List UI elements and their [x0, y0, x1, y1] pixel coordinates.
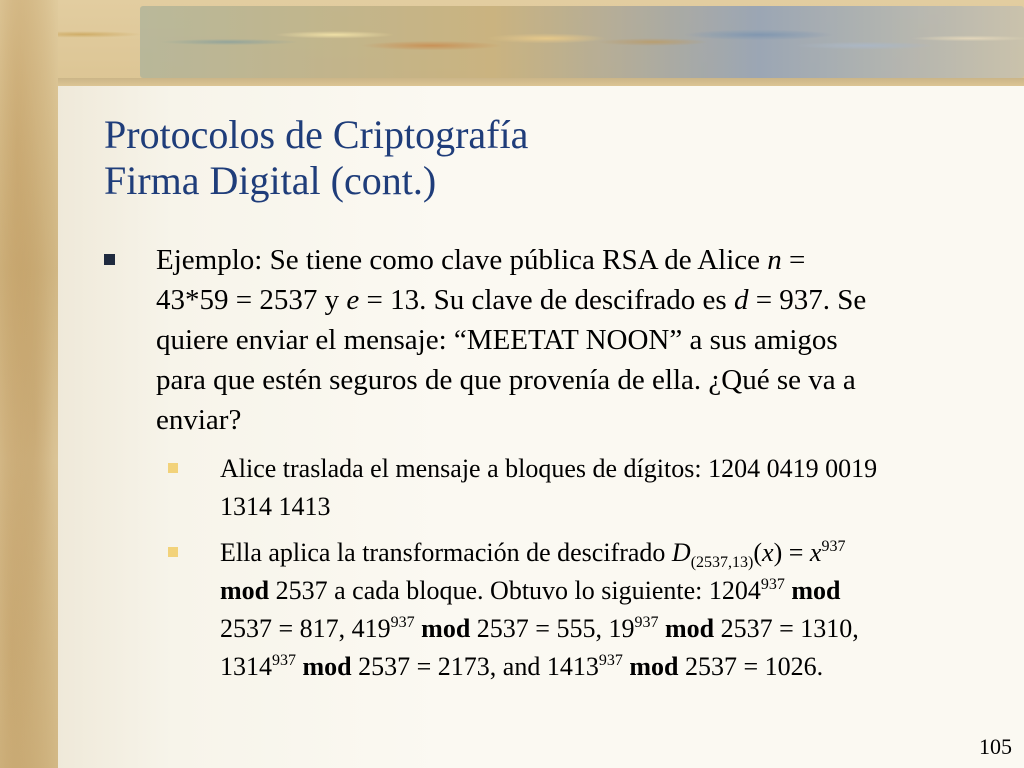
text-line	[156, 240, 986, 280]
square-sub-bullet-icon	[168, 463, 178, 473]
page-number: 105	[979, 734, 1012, 759]
mod-operator: mod	[629, 652, 679, 681]
text-line	[220, 648, 1020, 686]
variable-x: x	[762, 538, 774, 567]
sub-bullet-transform-text	[220, 534, 1020, 686]
square-bullet-icon	[104, 254, 115, 265]
title-line-2: Firma Digital (cont.)	[104, 158, 437, 203]
mod-operator: mod	[664, 614, 715, 643]
text-span: (	[753, 538, 763, 567]
text-line: para que estén seguros de que provenía de ella. ¿Qué se va a	[156, 364, 856, 396]
text-span: 43*59 = 2537 y	[156, 284, 347, 316]
text-line: 1314 1413	[220, 492, 331, 521]
text-line: Alice traslada el mensaje a bloques de dígitos: 1204 0419 0019	[220, 454, 878, 483]
text-span: = 937. Se	[748, 284, 867, 316]
sub-bullet-blocks-text	[220, 450, 1020, 526]
text-span: = 13. Su clave de descifrado es	[359, 284, 734, 316]
text-span: Ella aplica la transformación de descifrado	[220, 538, 672, 567]
variable-d: d	[733, 284, 749, 316]
mod-operator: mod	[791, 576, 841, 605]
text-span: 2537 = 1310,	[714, 614, 859, 643]
exponent: 937	[634, 614, 659, 631]
text-span: ) =	[773, 538, 810, 567]
exponent: 937	[390, 614, 415, 631]
variable-x: x	[809, 538, 822, 567]
exponent: 937	[598, 652, 623, 669]
parchment-strip	[0, 0, 58, 768]
exponent: 937	[272, 652, 296, 669]
subscript: (2537,13)	[690, 554, 754, 571]
text-line	[156, 280, 986, 320]
function-D: D	[671, 538, 691, 567]
leaf-photo-band	[140, 6, 1024, 78]
text-line: quiere enviar el mensaje: “MEETAT NOON” a sus amigos	[156, 324, 838, 356]
text-span: 2537 = 2173, and 1413	[351, 652, 599, 681]
banner-shadow	[58, 78, 1024, 86]
exponent: 937	[821, 538, 846, 555]
text-span: =	[781, 244, 806, 276]
mod-operator: mod	[302, 652, 352, 681]
mod-operator: mod	[421, 614, 471, 643]
text-span: 2537 = 817, 419	[220, 614, 391, 643]
title-line-1: Protocolos de Criptografía	[104, 112, 529, 157]
text-span: Ejemplo: Se tiene como clave pública RSA de Alice	[156, 244, 768, 276]
text-span: 2537 a cada bloque. Obtuvo lo siguiente: 1204	[269, 576, 761, 605]
variable-n: n	[767, 244, 782, 276]
text-line	[220, 572, 1020, 610]
text-line	[220, 610, 1020, 648]
bullet-example-text	[156, 240, 986, 440]
slide-title	[104, 112, 984, 204]
text-line: enviar?	[156, 404, 242, 436]
variable-e: e	[346, 284, 360, 316]
text-span: 2537 = 1026.	[678, 652, 824, 681]
text-line	[220, 534, 1020, 572]
text-span: 1314	[220, 652, 272, 681]
exponent: 937	[760, 576, 785, 593]
mod-operator: mod	[220, 576, 270, 605]
text-span: 2537 = 555, 19	[470, 614, 635, 643]
square-sub-bullet-icon	[168, 547, 178, 557]
